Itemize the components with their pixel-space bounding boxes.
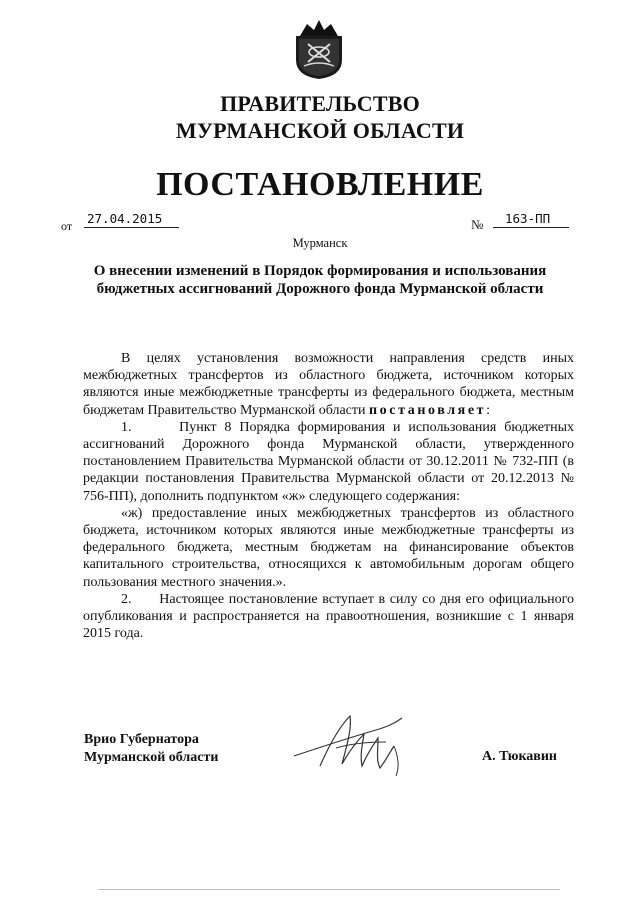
subject-line2: бюджетных ассигнований Дорожного фонда Мурманской области <box>96 281 544 297</box>
org-name-line2: МУРМАНСКОЙ ОБЛАСТИ <box>175 118 465 143</box>
document-number: 163-ПП <box>493 211 569 228</box>
handwritten-signature <box>290 708 420 780</box>
signer-position <box>84 731 218 767</box>
signer-position-line2: Мурманской области <box>84 750 219 765</box>
paragraph-preamble <box>83 350 574 419</box>
preamble-text: В целях установления возможности направления средств иных межбюджетных трансфертов из областного бюджета, источником которых являются иные межбюджетные трансферты из федерального бюджета, местным бюджетам Правительство Мурманской области <box>83 351 574 418</box>
signer-position-line1: Врио Губернатора <box>84 732 199 747</box>
subject-line1: О внесении изменений в Порядок формирования и использования <box>93 263 547 279</box>
document-date: 27.04.2015 <box>84 211 179 228</box>
paragraph-subitem-zh: «ж) предоставление иных межбюджетных трансфертов из областного бюджета, источником которых являются иные межбюджетные трансферты из федерального бюджета, местным бюджетам на финансирование объектов капитального строительства, относящихся к автомобильным дорогам общего пользования местного значения.». <box>83 505 574 590</box>
signer-name: А. Тюкавин <box>482 749 557 764</box>
document-body <box>83 350 574 642</box>
preamble-tail: : <box>486 402 491 418</box>
footer-divider <box>98 889 560 890</box>
paragraph-item-2: 2. Настоящее постановление вступает в силу со дня его официального опубликования и распространяется на правоотношения, возникшие с 1 января 2015 года. <box>83 591 574 642</box>
resolves-word: постановляет <box>369 402 487 418</box>
city: Мурманск <box>292 236 348 250</box>
paragraph-item-1: 1. Пункт 8 Порядка формирования и использования бюджетных ассигнований Дорожного фонда Мурманской области, утвержденного постановлением Правительства Мурманской области от 30.12.2011 № 732-ПП (в редакции постановления Правительства Мурманской области от 20.12.2013 № 756-ПП), дополнить подпунктом «ж» следующего содержания: <box>83 419 574 504</box>
coat-of-arms-icon <box>290 14 348 80</box>
number-prefix: № <box>471 217 484 232</box>
org-name-line1: ПРАВИТЕЛЬСТВО <box>220 91 420 116</box>
document-subject <box>80 262 560 298</box>
document-type: ПОСТАНОВЛЕНИЕ <box>156 166 484 203</box>
date-prefix: от <box>61 219 73 233</box>
